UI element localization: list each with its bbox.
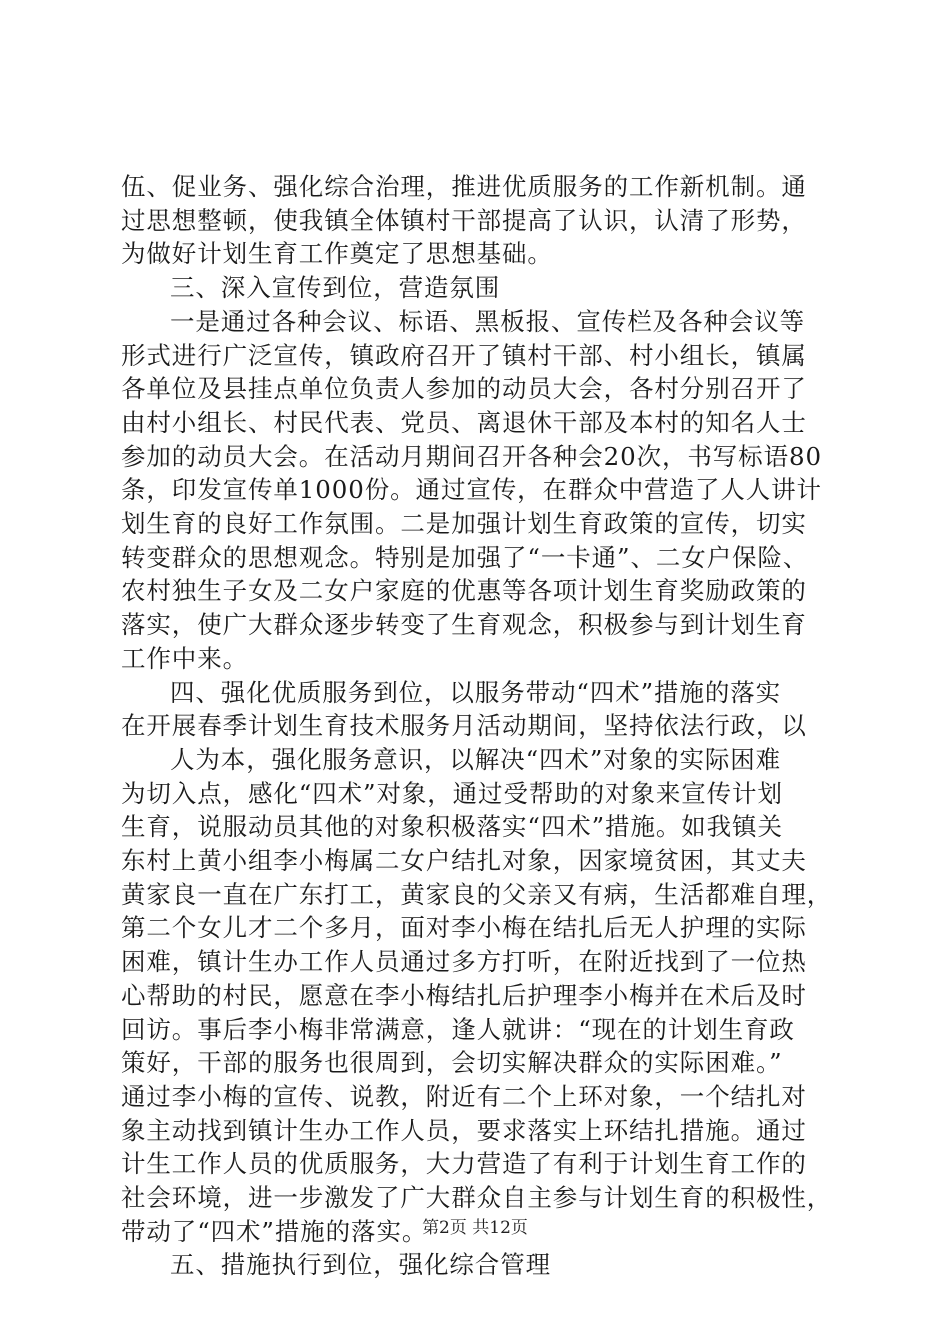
body-text-line: 各单位及县挂点单位负责人参加的动员大会，各村分别召开了 [121, 374, 807, 404]
body-text-line: 形式进行广泛宣传，镇政府召开了镇村干部、村小组长，镇属 [121, 340, 807, 370]
body-text-line: 条，印发宣传单1000份。通过宣传，在群众中营造了人人讲计 [121, 475, 822, 505]
section-heading: 三、深入宣传到位，营造氛围 [170, 273, 501, 303]
body-text-line: 黄家良一直在广东打工，黄家良的父亲又有病，生活都难自理， [121, 879, 833, 909]
body-text-line: 计生工作人员的优质服务，大力营造了有利于计划生育工作的 [121, 1149, 807, 1179]
section-heading: 五、措施执行到位，强化综合管理 [170, 1250, 551, 1280]
body-text-line: 生育，说服动员其他的对象积极落实“四术”措施。如我镇关 [121, 812, 783, 842]
body-text-line: 通过李小梅的宣传、说教，附近有二个上环对象，一个结扎对 [121, 1081, 807, 1111]
paragraph-first-line: 人为本，强化服务意识，以解决“四术”对象的实际困难 [170, 744, 782, 774]
body-text-line: 心帮助的村民，愿意在李小梅结扎后护理李小梅并在术后及时 [121, 980, 807, 1010]
body-text-line: 回访。事后李小梅非常满意，逢人就讲：“现在的计划生育政 [121, 1014, 795, 1044]
body-text-line: 农村独生子女及二女户家庭的优惠等各项计划生育奖励政策的 [121, 576, 807, 606]
body-text-line: 落实，使广大群众逐步转变了生育观念，积极参与到计划生育 [121, 610, 807, 640]
body-text-line: 为做好计划生育工作奠定了思想基础。 [121, 239, 553, 269]
page-number-footer: 第2页 共12页 [422, 1218, 528, 1238]
body-text-line: 第二个女儿才二个多月，面对李小梅在结扎后无人护理的实际 [121, 913, 807, 943]
body-text-line: 策好，干部的服务也很周到，会切实解决群众的实际困难。” [121, 1048, 783, 1078]
body-text-line: 划生育的良好工作氛围。二是加强计划生育政策的宣传，切实 [121, 509, 807, 538]
body-text-line: 社会环境，进一步激发了广大群众自主参与计划生育的积极性， [121, 1183, 833, 1212]
body-text-line: 过思想整顿，使我镇全体镇村干部提高了认识，认清了形势， [121, 205, 807, 235]
paragraph-first-line: 一是通过各种会议、标语、黑板报、宣传栏及各种会议等 [170, 306, 805, 336]
body-text-line: 转变群众的思想观念。特别是加强了“一卡通”、二女户保险、 [121, 542, 809, 572]
body-text-line: 为切入点，感化“四术”对象，通过受帮助的对象来宣传计划 [121, 778, 783, 808]
body-text-line: 东村上黄小组李小梅属二女户结扎对象，因家境贫困，其丈夫 [121, 846, 807, 875]
body-text-line: 参加的动员大会。在活动月期间召开各种会20次，书写标语80 [121, 441, 822, 471]
body-text-line: 带动了“四术”措施的落实。 [121, 1216, 428, 1246]
body-text-line: 困难，镇计生办工作人员通过多方打听，在附近找到了一位热 [121, 947, 807, 977]
body-text-line: 象主动找到镇计生办工作人员，要求落实上环结扎措施。通过 [121, 1115, 807, 1145]
body-text-line: 在开展春季计划生育技术服务月活动期间，坚持依法行政，以 [121, 711, 807, 741]
body-text-line: 由村小组长、村民代表、党员、离退休干部及本村的知名人士 [121, 407, 807, 437]
section-heading: 四、强化优质服务到位，以服务带动“四术”措施的落实 [170, 677, 782, 707]
body-text-line: 伍、促业务、强化综合治理，推进优质服务的工作新机制。通 [121, 172, 807, 201]
body-text-line: 工作中来。 [121, 643, 248, 673]
